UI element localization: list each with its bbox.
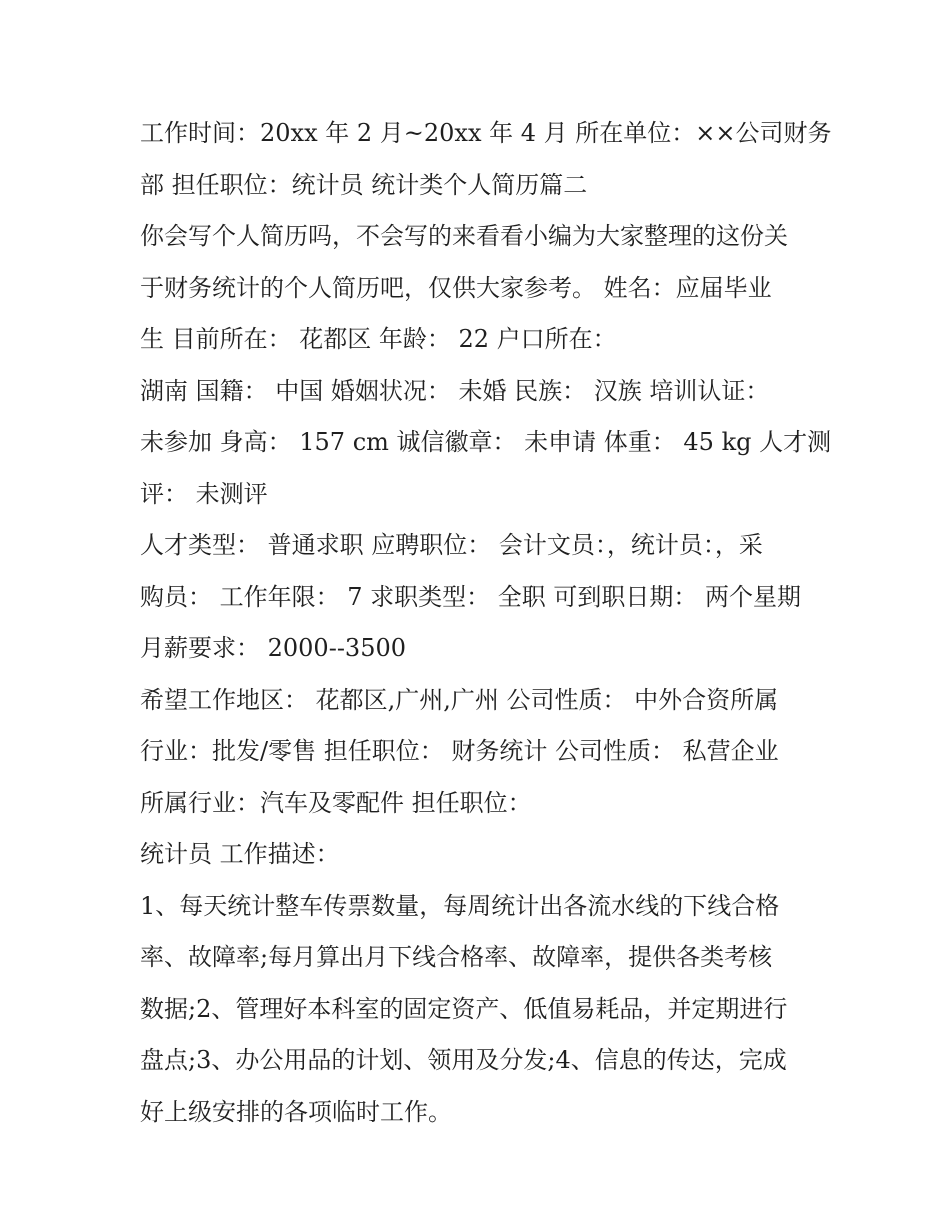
text-line: 湖南 国籍： 中国 婚姻状况： 未婚 民族： 汉族 培训认证：	[140, 376, 770, 405]
text-line: 所属行业：汽车及零配件 担任职位：	[140, 788, 532, 817]
text-line: 盘点;3、办公用品的计划、领用及分发;4、信息的传达，完成	[140, 1046, 787, 1074]
text-line: 评： 未测评	[140, 479, 268, 508]
text-line: 工作时间：20xx 年 2 月~20xx 年 4 月 所在单位：××公司财务	[140, 119, 832, 147]
text-line: 1、每天统计整车传票数量，每周统计出各流水线的下线合格	[140, 891, 780, 920]
text-line: 率、故障率;每月算出月下线合格率、故障率，提供各类考核	[140, 943, 773, 971]
text-line: 好上级安排的各项临时工作。	[140, 1097, 452, 1126]
text-line: 希望工作地区： 花都区,广州,广州 公司性质： 中外合资所属	[140, 685, 779, 714]
text-line: 部 担任职位：统计员 统计类个人简历篇二	[140, 170, 588, 199]
text-line: 数据;2、管理好本科室的固定资产、低值易耗品，并定期进行	[140, 994, 788, 1023]
text-line: 未参加 身高： 157 cm 诚信徽章： 未申请 体重： 45 kg 人才测	[140, 428, 832, 456]
document-body	[140, 108, 830, 1138]
text-line: 月薪要求： 2000--3500	[140, 634, 407, 662]
text-line: 人才类型： 普通求职 应聘职位： 会计文员：，统计员：，采	[140, 531, 763, 559]
text-line: 于财务统计的个人简历吧，仅供大家参考。 姓名：应届毕业	[140, 273, 772, 302]
text-line: 统计员 工作描述：	[140, 840, 340, 868]
text-line: 生 目前所在： 花都区 年龄： 22 户口所在：	[140, 325, 617, 353]
text-line: 购员： 工作年限： 7 求职类型： 全职 可到职日期： 两个星期	[140, 582, 802, 611]
text-line: 你会写个人简历吗，不会写的来看看小编为大家整理的这份关	[140, 222, 788, 250]
text-line: 行业：批发/零售 担任职位： 财务统计 公司性质： 私营企业	[140, 737, 779, 765]
